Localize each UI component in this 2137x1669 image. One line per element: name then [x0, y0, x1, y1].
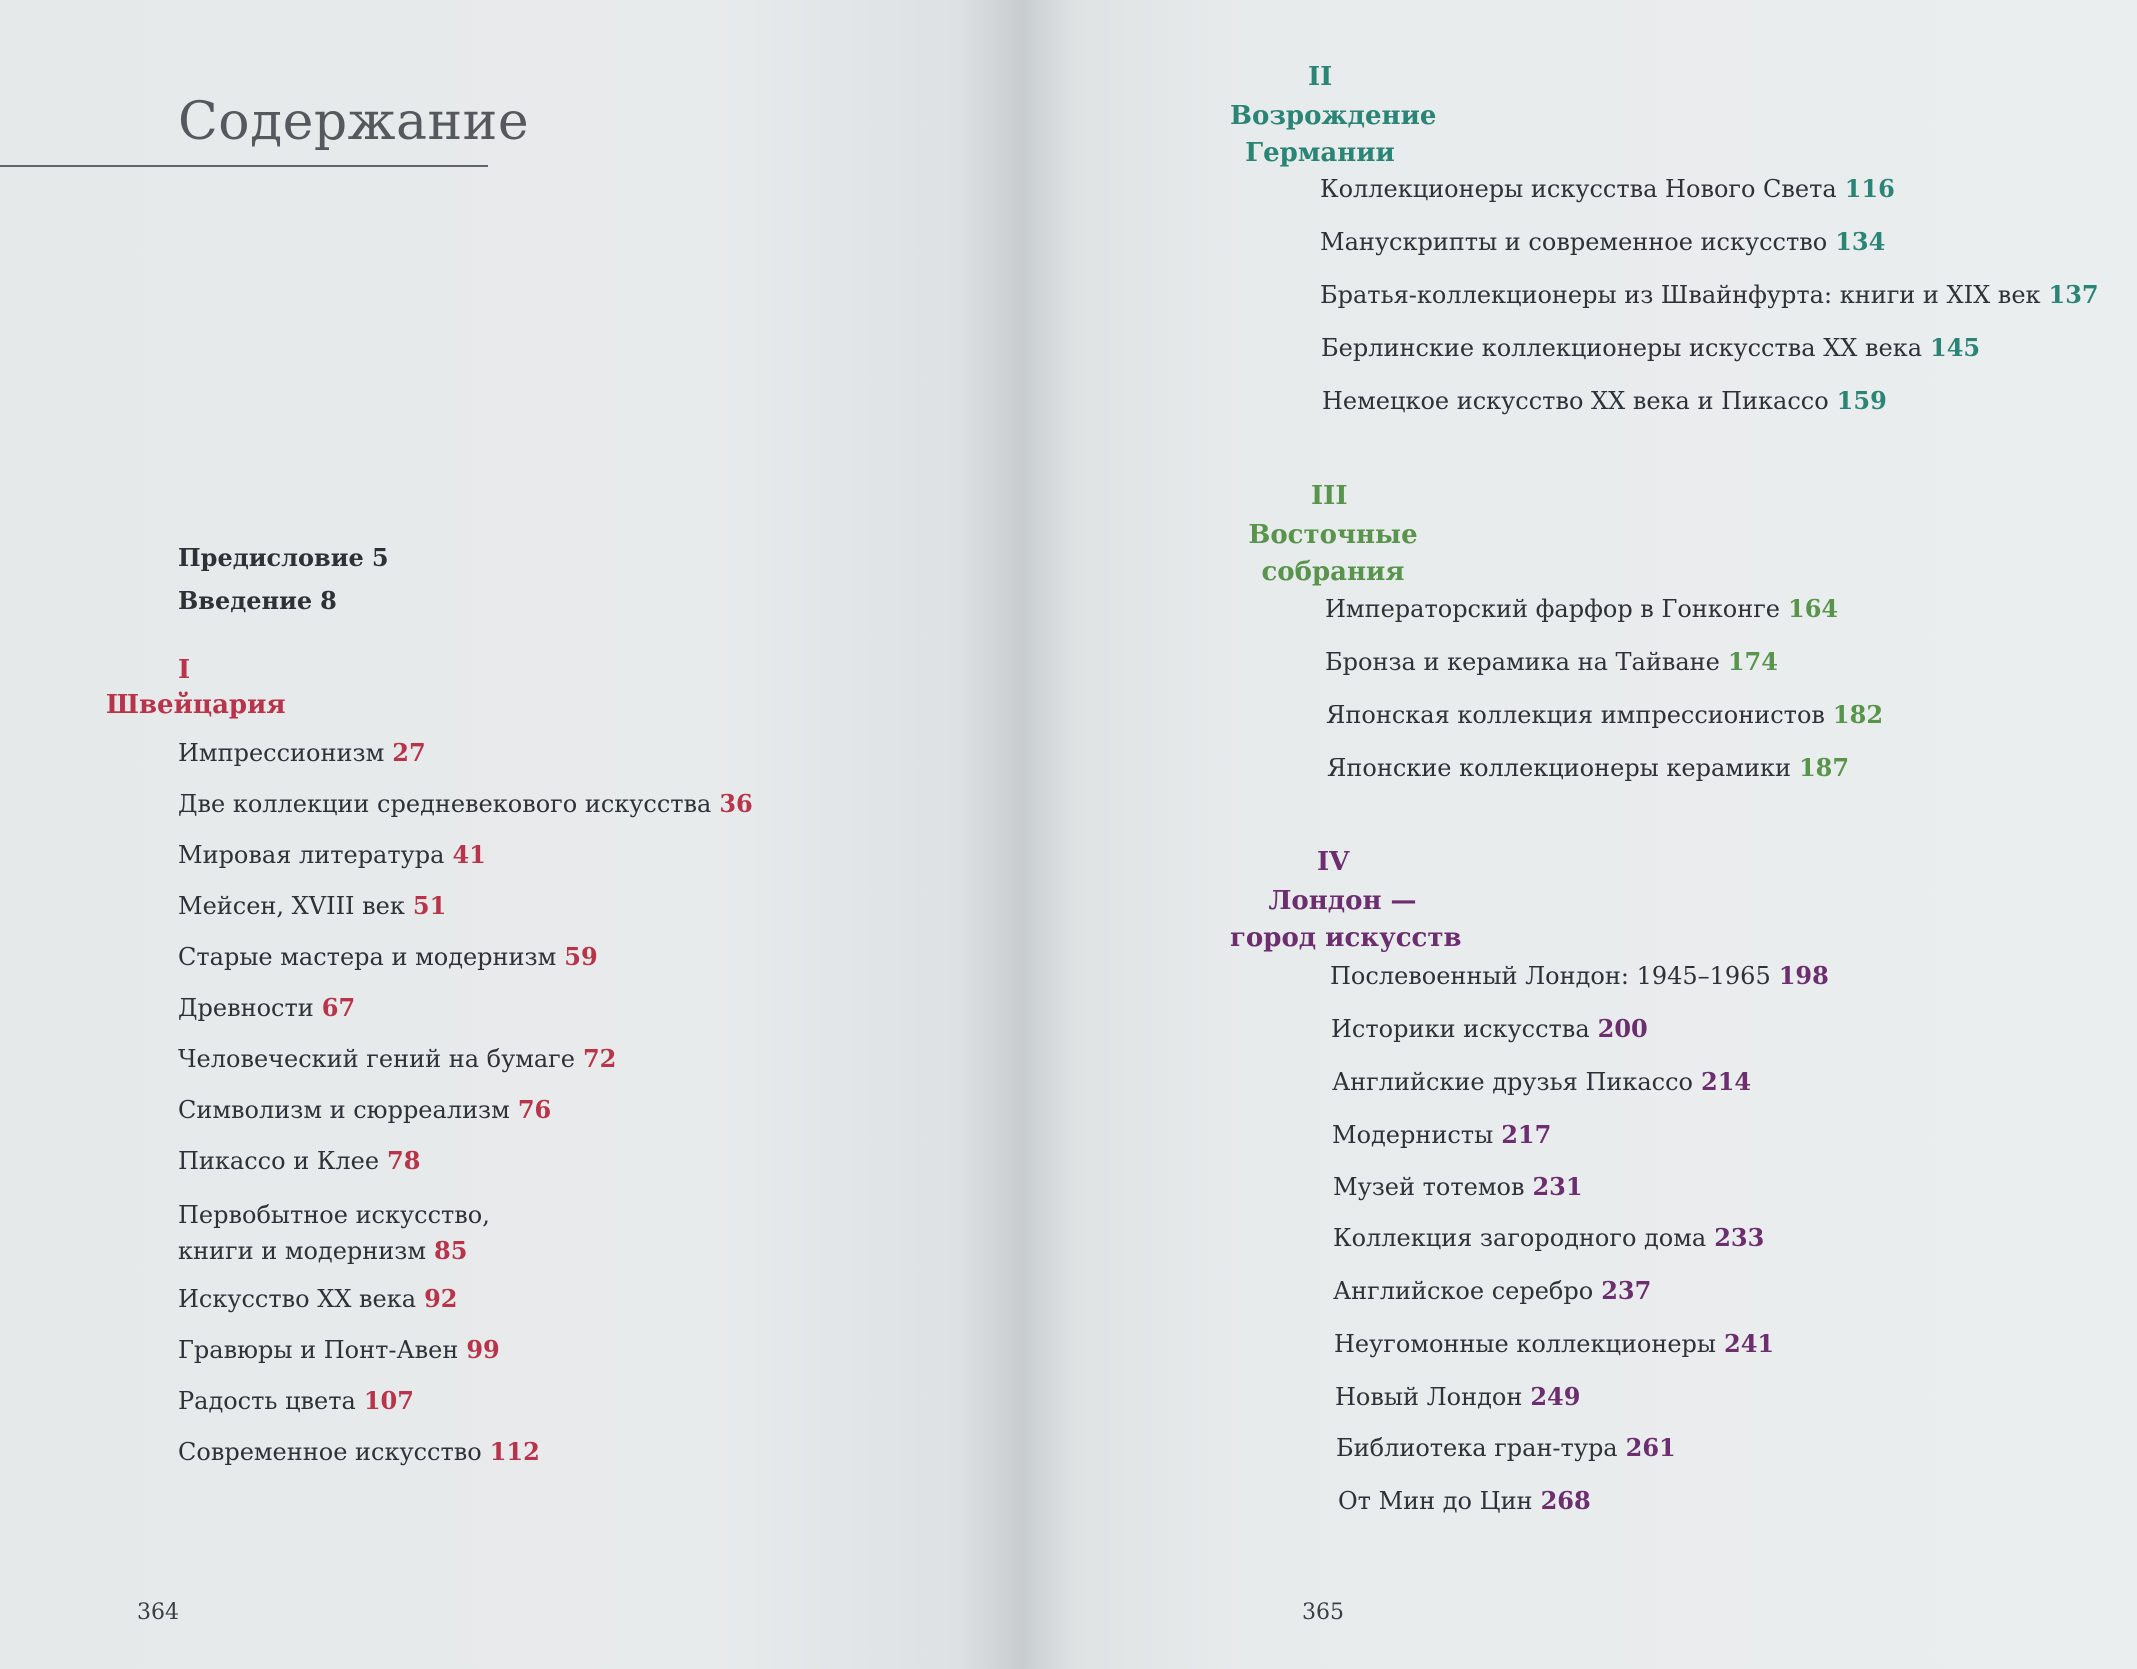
toc-entry: Немецкое искусство XX века и Пикассо 159: [1322, 386, 1887, 415]
toc-entry: Человеческий гений на бумаге 72: [178, 1044, 617, 1073]
section-title: Лондон — город искусств: [1230, 886, 1462, 953]
toc-entry: Бронза и керамика на Тайване 174: [1325, 647, 1778, 676]
page-number: 365: [1302, 1600, 1344, 1625]
toc-entry: Модернисты 217: [1332, 1120, 1552, 1149]
toc-entry: Новый Лондон 249: [1335, 1382, 1581, 1411]
toc-entry: Коллекция загородного дома 233: [1333, 1223, 1765, 1252]
toc-entry: Библиотека гран-тура 261: [1336, 1433, 1676, 1462]
toc-entry: Первобытное искусство, книги и модернизм 85: [178, 1201, 490, 1265]
toc-entry: Английское серебро 237: [1333, 1276, 1652, 1305]
toc-entry: Старые мастера и модернизм 59: [178, 942, 598, 971]
title-rule: [0, 165, 488, 167]
section-number: III: [1311, 481, 1348, 511]
toc-entry-preface: Предисловие 5: [178, 543, 389, 572]
toc-entry: Пикассо и Клее 78: [178, 1146, 421, 1175]
toc-entry-introduction: Введение 8: [178, 586, 337, 615]
toc-entry: Послевоенный Лондон: 1945–1965 198: [1330, 961, 1829, 990]
toc-entry: Символизм и сюрреализм 76: [178, 1095, 552, 1124]
toc-entry: Древности 67: [178, 993, 356, 1022]
toc-entry: Японская коллекция импрессионистов 182: [1326, 700, 1884, 729]
toc-entry: Искусство XX века 92: [178, 1284, 458, 1313]
section-number: IV: [1317, 847, 1350, 877]
toc-entry: Две коллекции средневекового искусства 36: [178, 789, 753, 818]
toc-entry: Гравюры и Понт-Авен 99: [178, 1335, 500, 1364]
toc-entry: Японские коллекционеры керамики 187: [1327, 753, 1850, 782]
left-page: [0, 0, 1020, 1669]
toc-entry: Императорский фарфор в Гонконге 164: [1325, 594, 1839, 623]
right-page: [1020, 0, 2137, 1669]
section-title: Восточные собрания: [1248, 520, 1418, 587]
toc-entry: Историки искусства 200: [1331, 1014, 1648, 1043]
toc-entry: Неугомонные коллекционеры 241: [1334, 1329, 1775, 1358]
section-number: II: [1308, 62, 1333, 92]
toc-entry: Мейсен, XVIII век 51: [178, 891, 447, 920]
toc-entry: Импрессионизм 27: [178, 738, 426, 767]
toc-entry: Братья-коллекционеры из Швайнфурта: книги и XIX век 137: [1320, 280, 2099, 309]
toc-entry: Берлинские коллекционеры искусства XX века 145: [1321, 333, 1981, 362]
toc-entry: Коллекционеры искусства Нового Света 116: [1320, 174, 1895, 203]
toc-entry: От Мин до Цин 268: [1338, 1486, 1591, 1515]
section-title: Швейцария: [106, 690, 286, 720]
toc-entry: Радость цвета 107: [178, 1386, 414, 1415]
section-number: I: [178, 655, 191, 685]
toc-entry: Музей тотемов 231: [1333, 1172, 1583, 1201]
toc-entry: Манускрипты и современное искусство 134: [1320, 227, 1886, 256]
toc-entry: Мировая литература 41: [178, 840, 486, 869]
toc-entry: Современное искусство 112: [178, 1437, 540, 1466]
toc-entry: Английские друзья Пикассо 214: [1332, 1067, 1752, 1096]
page-number: 364: [137, 1600, 179, 1625]
section-title: Возрождение Германии: [1230, 101, 1437, 168]
page-title: Содержание: [178, 92, 530, 152]
